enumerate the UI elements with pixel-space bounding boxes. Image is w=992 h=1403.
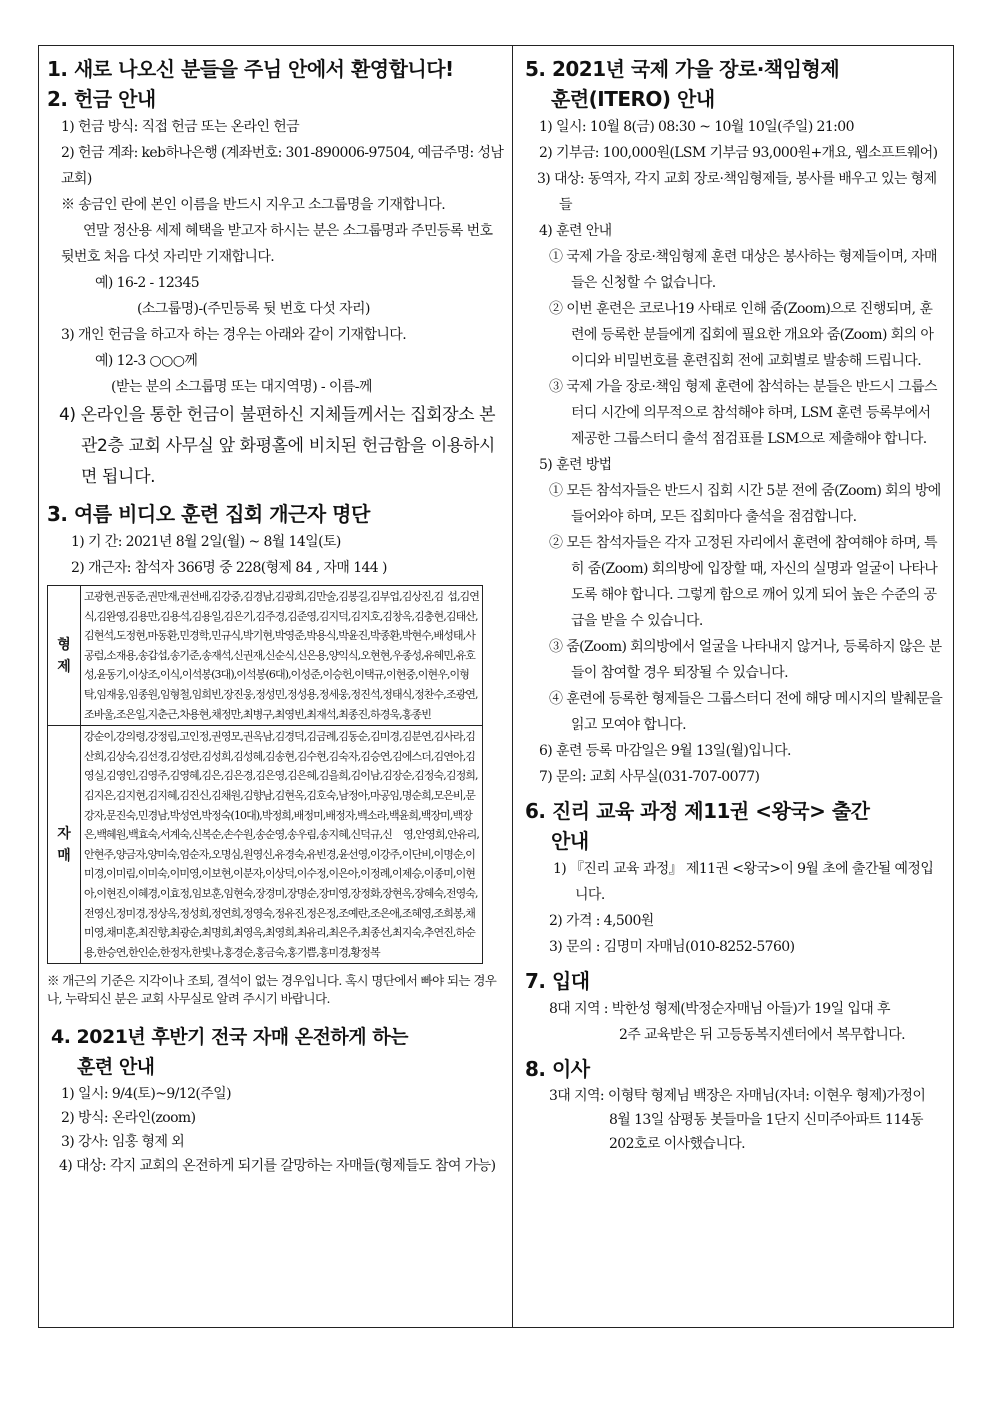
offering-method: 1) 헌금 방식: 직접 헌금 또는 온라인 헌금 xyxy=(61,119,300,135)
offering-example-1-desc: (소그룹명)-(주민등록 뒷 번호 다섯 자리) xyxy=(137,301,370,317)
roster-names-brothers: 고광현,권동준,권만재,권선배,김강중,김경남,김광희,김만술,김봉길,김부업,김상진,김 섭,김연식,김완영,김용만,김용석,김용일,김은기,김주경,김준영,김지덕,김지호,김창옥,김충현,김태산,김현석,도정현,마동환,민경학,민규식,박기현,박영준,박용식,박윤진,박종환,박현수,배성태,사공럼,소재용,송갑섭,송기준,송재석,신권재,신순식,신은용,양익식,오현현,우종성,유혜민,유호성,윤동기,이상조,이식,이석봉(3대),이석봉(6대),이성준,이승헌,이택규,이현중,이현우,이형탁,임재웅,임종원,임형철,임희빈,장진웅,정성민,정성용,정세웅,정진석,정태식,정찬수,조광연,조바울,조은일,지춘근,차용현,채정만,최병구,최영빈,최재석,최종진,하경욱,홍종빈 xyxy=(81,586,483,726)
itero-deadline: 6) 훈련 등록 마감일은 9월 13일(월)입니다. xyxy=(539,743,791,759)
section-6-title-line2: 안내 xyxy=(551,829,589,853)
itero-method-3: ③ 줌(Zoom) 회의방에서 얼굴을 나타내지 않거나, 등록하지 않은 분들이 참여할 경우 퇴장될 수 있습니다. xyxy=(549,639,942,681)
itero-method-1: ① 모든 참석자들은 반드시 집회 시간 5분 전에 줌(Zoom) 회의 방에 들어와야 하며, 모든 집회마다 출석을 점검합니다. xyxy=(549,483,941,525)
enlistment-line2: 2주 교육받은 뒤 고등동복지센터에서 복무합니다. xyxy=(619,1027,906,1043)
itero-guide-3: ③ 국제 가을 장로·책임 형제 훈련에 참석하는 분들은 반드시 그룹스터디 시간에 의무적으로 참석해야 하며, LSM 훈련 등록부에서 제공한 그룹스터디 출석 점검표를 LSM으로 제출해야 합니다. xyxy=(549,379,937,447)
book-contact: 3) 문의 : 김명미 자매님(010-8252-5760) xyxy=(549,939,795,955)
attendance-period: 1) 기 간: 2021년 8월 2일(월) ~ 8월 14일(토) xyxy=(71,534,341,550)
sisters-training-date: 1) 일시: 9/4(토)~9/12(주일) xyxy=(61,1086,231,1103)
section-2-title: 2. 헌금 안내 xyxy=(47,87,156,111)
bulletin-page xyxy=(38,45,954,1328)
section-6-title-line1: 6. 진리 교육 과정 제11권 <왕국> 출간 xyxy=(525,799,870,823)
sisters-training-method: 2) 방식: 온라인(zoom) xyxy=(61,1110,196,1127)
sisters-training-speaker: 3) 강사: 임홍 형제 외 xyxy=(61,1134,185,1151)
roster-label-sisters: 자 매 xyxy=(48,726,81,964)
moving-line3: 202호로 이사했습니다. xyxy=(609,1136,746,1152)
section-4-title-line2: 훈련 안내 xyxy=(77,1056,155,1079)
offering-personal: 3) 개인 헌금을 하고자 하는 경우는 아래와 같이 기재합니다. xyxy=(61,327,407,343)
offering-example-2: 예) 12-3 ○○○께 xyxy=(95,353,198,369)
itero-target: 3) 대상: 동역자, 각지 교회 장로·책임형제들, 봉사를 배우고 있는 형제들 xyxy=(537,171,937,213)
section-3-title: 3. 여름 비디오 훈련 집회 개근자 명단 xyxy=(47,502,370,526)
itero-method-4: ④ 훈련에 등록한 형제들은 그룹스터디 전에 해당 메시지의 발췌문을 읽고 모여야 합니다. xyxy=(549,691,943,733)
itero-guide-title: 4) 훈련 안내 xyxy=(539,223,612,239)
section-5-title-line1: 5. 2021년 국제 가을 장로·책임형제 xyxy=(525,57,840,81)
moving-line1: 3대 지역: 이형탁 형제님 백장은 자매님(자녀: 이현우 형제)가정이 xyxy=(549,1088,926,1104)
itero-method-2: ② 모든 참석자들은 각자 고정된 자리에서 훈련에 참여해야 하며, 특히 줌(Zoom) 회의방에 입장할 때, 자신의 실명과 얼굴이 나타나도록 해야 합니다. 그렇게 함으로 깨어 있게 되어 높은 수준의 공급을 받을 수 있습니다. xyxy=(549,535,938,629)
book-price: 2) 가격 : 4,500원 xyxy=(549,913,654,929)
offering-example-1: 예) 16-2 - 12345 xyxy=(95,275,200,291)
itero-fee: 2) 기부금: 100,000원(LSM 기부금 93,000원+개요, 웹소프트웨어) xyxy=(539,145,938,161)
left-column xyxy=(39,46,513,1327)
offering-account: 2) 헌금 계좌: keb하나은행 (계좌번호: 301-890006-97504, 예금주명: 성남교회) xyxy=(61,145,504,187)
sisters-training-target: 4) 대상: 각지 교회의 온전하게 되기를 갈망하는 자매들(형제들도 참여 가능) xyxy=(59,1158,496,1175)
section-5-title-line2: 훈련(ITERO) 안내 xyxy=(551,87,715,111)
moving-line2: 8월 13일 삼평동 봇들마을 1단지 신미주아파트 114동 xyxy=(609,1112,923,1128)
roster-names-sisters: 강순이,강의령,강정림,고인정,권영모,권옥남,김경덕,김금례,김동순,김미경,김분연,김사라,김산희,김상숙,김선경,김성란,김성희,김성혜,김송현,김수현,김숙자,김승연,김에스더,김연아,김영실,김영인,김영주,김영혜,김은,김은경,김은영,김은혜,김을희,김이남,김장순,김정숙,김정희,김지은,김지현,김지혜,김진신,김채원,김향남,김현옥,김호숙,남정아,마공임,명순희,모은비,문강자,문진숙,민경남,박성연,박정숙(10대),박정희,배정미,배정자,백소라,백윤희,백장미,백장은,백혜원,백효숙,서계숙,신복순,손수원,송순영,송우림,송지혜,신덕규,신 영,안영희,안유리,안현주,양금자,양미숙,엄순자,오명심,원영신,유경숙,유빈경,윤선영,이강주,이단비,이명순,이미경,이미림,이미숙,이미영,이보현,이분자,이상덕,이수정,이은아,이정례,이제승,이종미,이현아,이현진,이혜경,이효정,임보훈,임현숙,장경미,장명순,장미영,장정화,장현옥,장혜숙,전영숙,전영신,정미경,정상옥,정성희,정연희,정영숙,정유진,정은정,조예란,조은애,조혜영,조희봉,채미영,채미훈,최진향,최광순,최명희,최영옥,최영희,최유리,최은주,최종선,최지숙,추연진,하순용,한승연,한인순,한정자,한빛나,홍경순,홍금숙,홍기쁨,홍미경,황정복 xyxy=(81,726,483,964)
attendance-note: ※ 개근의 기준은 지각이나 조퇴, 결석이 없는 경우입니다. 혹시 명단에서 빠야 되는 경우나, 누락되신 분은 교회 사무실로 알려 주시기 바랍니다. xyxy=(47,973,497,1007)
book-release-info: 1) 『진리 교육 과정』 제11권 <왕국>이 9월 초에 출간될 예정입니다. xyxy=(553,861,934,903)
section-1-title: 1. 새로 나오신 분들을 주님 안에서 환영합니다! xyxy=(47,57,454,81)
offering-note: ※ 송금인 란에 본인 이름을 반드시 지우고 소그룹명을 기재합니다. xyxy=(61,197,446,213)
section-7-title: 7. 입대 xyxy=(525,969,590,993)
offering-tax-note: 연말 정산용 세제 혜택을 받고자 하시는 분은 소그룹명과 주민등록 번호 뒷번호 처음 다섯 자리만 기재합니다. xyxy=(61,223,493,265)
itero-guide-1: ① 국제 가을 장로·책임형제 훈련 대상은 봉사하는 형제들이며, 자매들은 신청할 수 없습니다. xyxy=(549,249,937,291)
itero-contact: 7) 문의: 교회 사무실(031-707-0077) xyxy=(539,769,760,785)
roster-label-brothers: 형 제 xyxy=(48,586,81,726)
offering-example-2-desc: (받는 분의 소그룹명 또는 대지역명) - 이름-께 xyxy=(111,379,372,395)
itero-date: 1) 일시: 10월 8(금) 08:30 ~ 10월 10일(주일) 21:00 xyxy=(539,119,854,135)
section-4-title-line1: 4. 2021년 후반기 전국 자매 온전하게 하는 xyxy=(51,1026,408,1049)
itero-method-title: 5) 훈련 방법 xyxy=(539,457,612,473)
section-8-title: 8. 이사 xyxy=(525,1057,590,1081)
roster-row-sisters xyxy=(48,726,483,964)
right-column xyxy=(513,46,953,1327)
roster-row-brothers xyxy=(48,586,483,726)
enlistment-line1: 8대 지역 : 박한성 형제(박정순자매님 아들)가 19일 입대 후 xyxy=(549,1001,890,1017)
itero-guide-2: ② 이번 훈련은 코로나19 사태로 인해 줌(Zoom)으로 진행되며, 훈련에 등록한 분들에게 집회에 필요한 개요와 줌(Zoom) 회의 아이디와 비밀번호를 훈련집회 전에 교회별로 발송해 드립니다. xyxy=(549,301,934,369)
attendance-roster xyxy=(47,585,483,964)
offering-box-note: 4) 온라인을 통한 헌금이 불편하신 지체들께서는 집회장소 본관2층 교회 사무실 앞 화평홀에 비치된 헌금함을 이용하시면 됩니다. xyxy=(59,405,496,487)
attendance-count: 2) 개근자: 참석자 366명 중 228(형제 84 , 자매 144 ) xyxy=(71,560,387,576)
